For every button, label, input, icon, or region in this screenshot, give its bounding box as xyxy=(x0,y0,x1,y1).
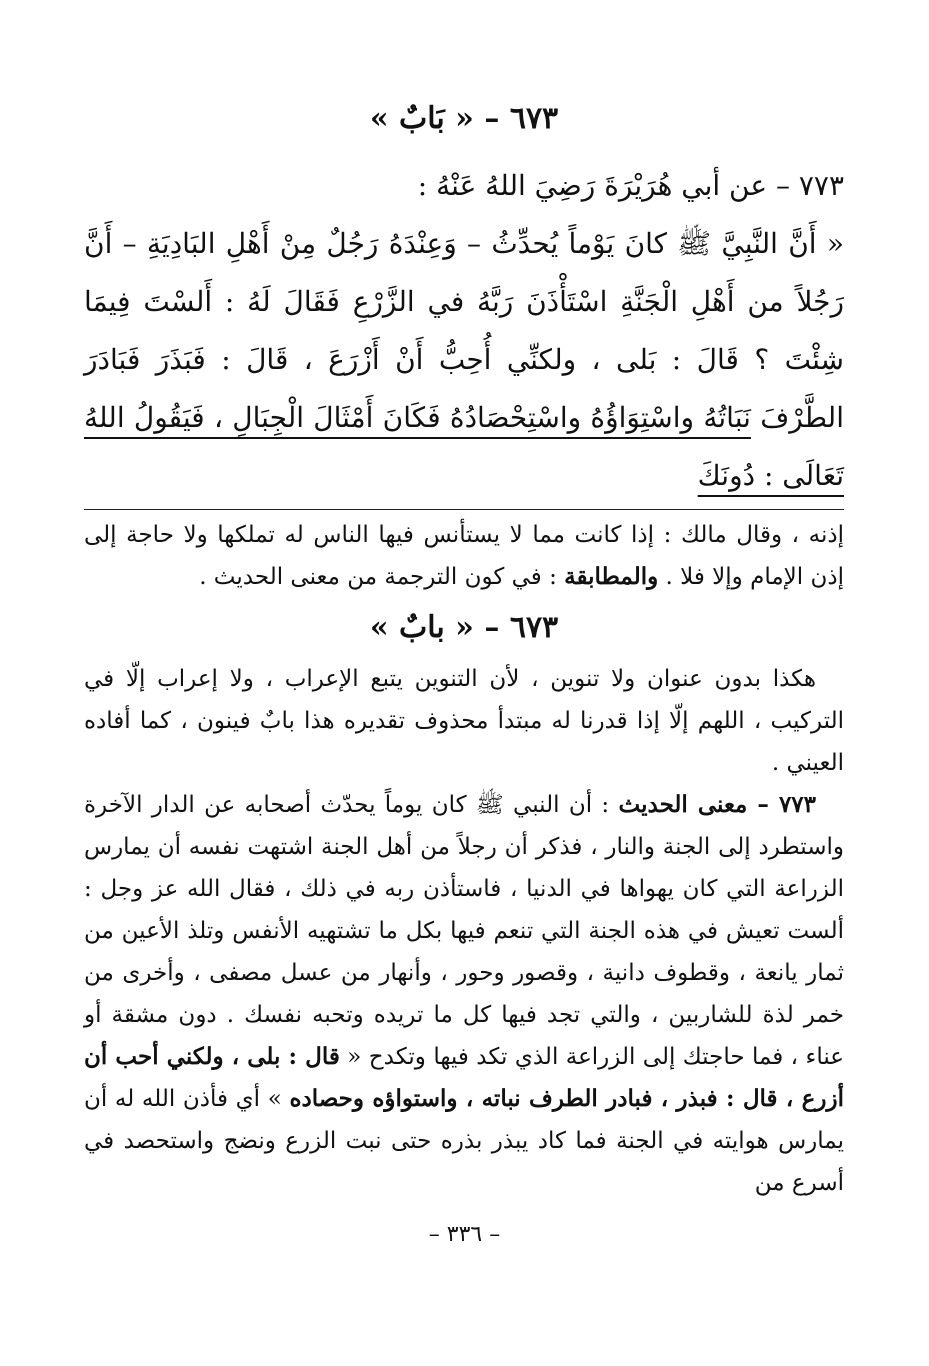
explanation-paragraph-1: هكذا بدون عنوان ولا تنوين ، لأن التنوين يتبع الإعراب ، ولا إعراب إلّا في التركيب ، اللهم إلّا إذا قدرنا له مبتدأ محذوف تقديره هذا بابٌ فينون ، كما أفاده العيني . xyxy=(84,666,844,776)
hadith-text-underlined: نَبَاتُهُ واسْتِوَاؤُهُ واسْتِحْصَادُهُ فَكَانَ أَمْثَالَ الْجِبَالِ ، فَيَقُولُ اللهُ تَعَالَى : دُونَكَ xyxy=(84,401,844,492)
explanation-text-1: : أن النبي ﷺ كان يوماً يحدّث أصحابه عن الدار الآخرة واستطرد إلى الجنة والنار ، فذكر أن رجلاً من أهل الجنة اشتهت نفسه أن يمارس الزراعة التي كان يهواها في الدنيا ، فاستأذن ربه في ذلك ، فقال الله عز وجل : ألست تعيش في هذه الجنة التي تنعم فيها بكل ما تشتهيه الأنفس وتلذ الأعين من ثمار يانعة ، وقطوف دانية ، وقصور وحور ، وأنهار من عسل مصفى ، وأخرى من خمر لذة للشاربين ، والتي تجد فيها كل ما تريده وتحبه نفسك . دون مشقة أو عناء ، فما حاجتك إلى الزراعة الذي تكد فيها وتكدح « xyxy=(84,792,844,1070)
chapter-heading: ٦٧٣ – « بَابٌ » xyxy=(369,101,559,136)
commentary-part-2: : في كون الترجمة من معنى الحديث . xyxy=(199,564,565,590)
commentary-part-1: إذنه ، وقال مالك : إذا كانت مما لا يستأنس فيها الناس له تملكها ولا حاجة إلى إذن الإمام وإلا فلا . xyxy=(84,522,844,590)
explanation-paragraph-2 xyxy=(84,784,844,1204)
hadith-intro: ٧٧٣ – عن أبي هُرَيْرَةَ رَضِيَ اللهُ عَنْهُ : xyxy=(417,169,844,202)
quoted-hadith-bold: قال : بلى ، ولكني أحب أن أزرع ، قال : فبذر ، فبادر الطرف نباته ، واستواؤه وحصاده xyxy=(84,1043,844,1112)
page-content xyxy=(84,95,844,1204)
page-number: – ٣٣٦ – xyxy=(428,1222,501,1247)
hadith-text xyxy=(84,215,844,505)
footnote-divider xyxy=(84,509,844,510)
hadith-text-main: « أَنَّ النَّبِيَّ ﷺ كانَ يَوْماً يُحدِّثُ – وَعِنْدَهُ رَجُلٌ مِنْ أَهْلِ البَادِيَةِ – أَنَّ رَجُلاً من أَهْلِ الْجَنَّةِ اسْتَأْذَنَ رَبَّهُ في الزَّرْعِ فَقَالَ لَهُ : أَلسْتَ فِيمَا شِئْتَ ؟ قَالَ : بَلى ، ولكنِّي أُحِبُّ أَنْ أَزْرَعَ ، قَالَ : فَبَذَرَ فَبَادَرَ الطَّرْفَ xyxy=(84,227,844,434)
commentary-bold-term: والمطابقة xyxy=(564,563,659,590)
explanation-text-2: » أي فأذن الله له أن يمارس هوايته في الجنة فما كاد يبذر بذره حتى نبت الزرع ونضج واستحصد في أسرع من xyxy=(84,1086,844,1196)
hadith-meaning-title: ٧٧٣ – معنى الحديث xyxy=(618,791,816,818)
explanation-heading: ٦٧٣ – « بابٌ » xyxy=(369,610,559,645)
commentary-text xyxy=(84,514,844,598)
